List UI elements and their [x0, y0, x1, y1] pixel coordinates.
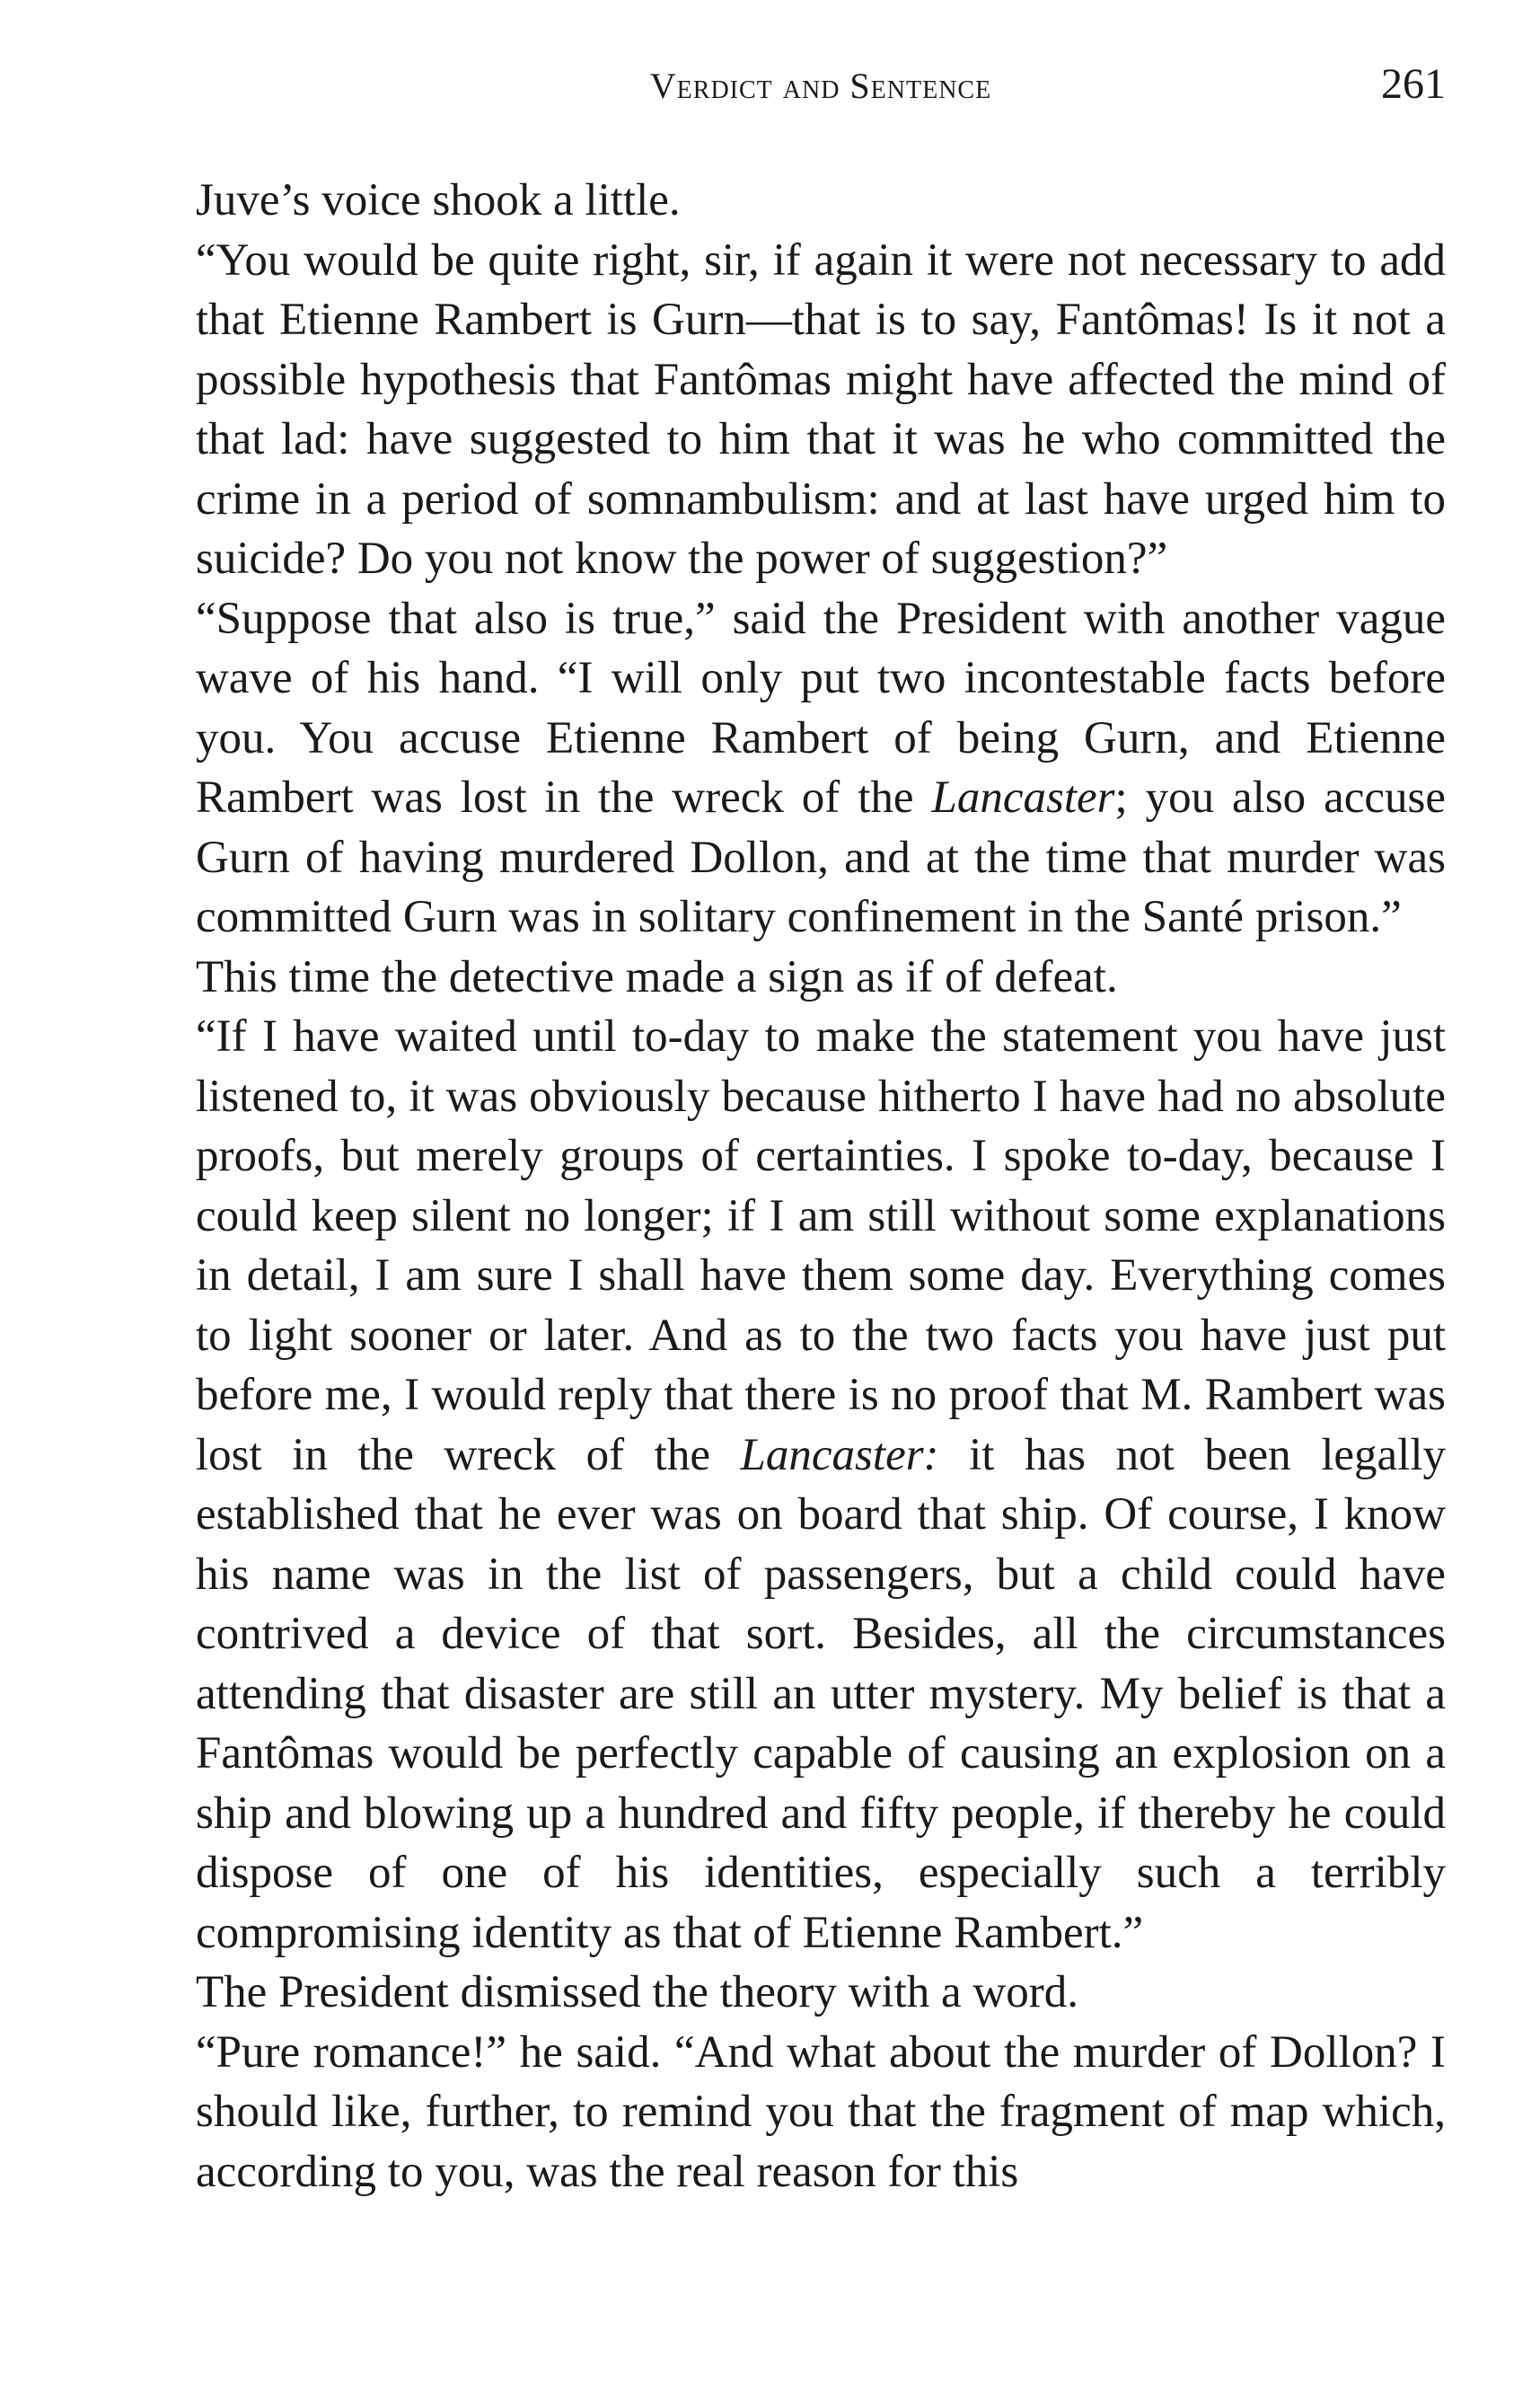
ship-name: Lancaster — [931, 772, 1115, 823]
body-text — [196, 171, 1446, 2202]
paragraph: “You would be quite right, sir, if again it were not necessary to add that Etienne Rambert is Gurn—that is to say, Fantômas! Is it not a possible hypothesis that Fantômas might have affected the mind of that lad: have suggested to him that it was he who committed the crime in a period of somnambulism: and at last have urged him to suicide? Do you not know the power of suggestion?” — [196, 234, 1446, 584]
paragraph: Juve’s voice shook a little. — [196, 175, 681, 225]
page-number: 261 — [1381, 60, 1446, 108]
paragraph-text: ; you also accuse Gurn of having murdered Dollon, and at the time that murder was committed Gurn was in solitary confinement in the Santé prison.” — [196, 772, 1446, 942]
paragraph: “Pure romance!” he said. “And what about the murder of Dollon? I should like, further, to remind you that the fragment of map which, according to you, was the real reason for this — [196, 2026, 1446, 2197]
paragraph-text: “If I have waited until to-day to make the statement you have just listened to, it was obviously because hitherto I have had no absolute proofs, but merely groups of certainties. I spoke to-day, because I could keep silent no longer; if I am still without some explanations in detail, I am sure I shall have them some day. Everything comes to light sooner or later. And as to the two facts you have just put before me, I would reply that there is no proof that M. Rambert was lost in the wreck of the — [196, 1011, 1446, 1480]
paragraph-text: it has not been legally established that he ever was on board that ship. Of course, I know his name was in the list of passengers, but a child could have contrived a device of that sort. Besides, all the circumstances attending that disaster are still an utter mystery. My belief is that a Fantômas would be perfectly capable of causing an explosion on a ship and blowing up a hundred and fifty people, if thereby he could dispose of one of his identities, especially such a terribly compromising identity as that of Etienne Rambert.” — [196, 1429, 1446, 1958]
running-head — [196, 59, 1446, 122]
paragraph — [196, 589, 1446, 948]
paragraph — [196, 1007, 1446, 1963]
paragraph: The President dismissed the theory with a word. — [196, 1967, 1078, 2017]
running-title: Verdict and Sentence — [649, 66, 992, 106]
paragraph-text: “Suppose that also is true,” said the President with another vague wave of his hand. “I will only put two incontestable facts before you. You accuse Etienne Rambert of being Gurn, and Etienne Rambert was lost in the wreck of the — [196, 593, 1446, 823]
paragraph: This time the detective made a sign as if of defeat. — [196, 951, 1118, 1002]
ship-name: Lancaster: — [740, 1429, 939, 1480]
